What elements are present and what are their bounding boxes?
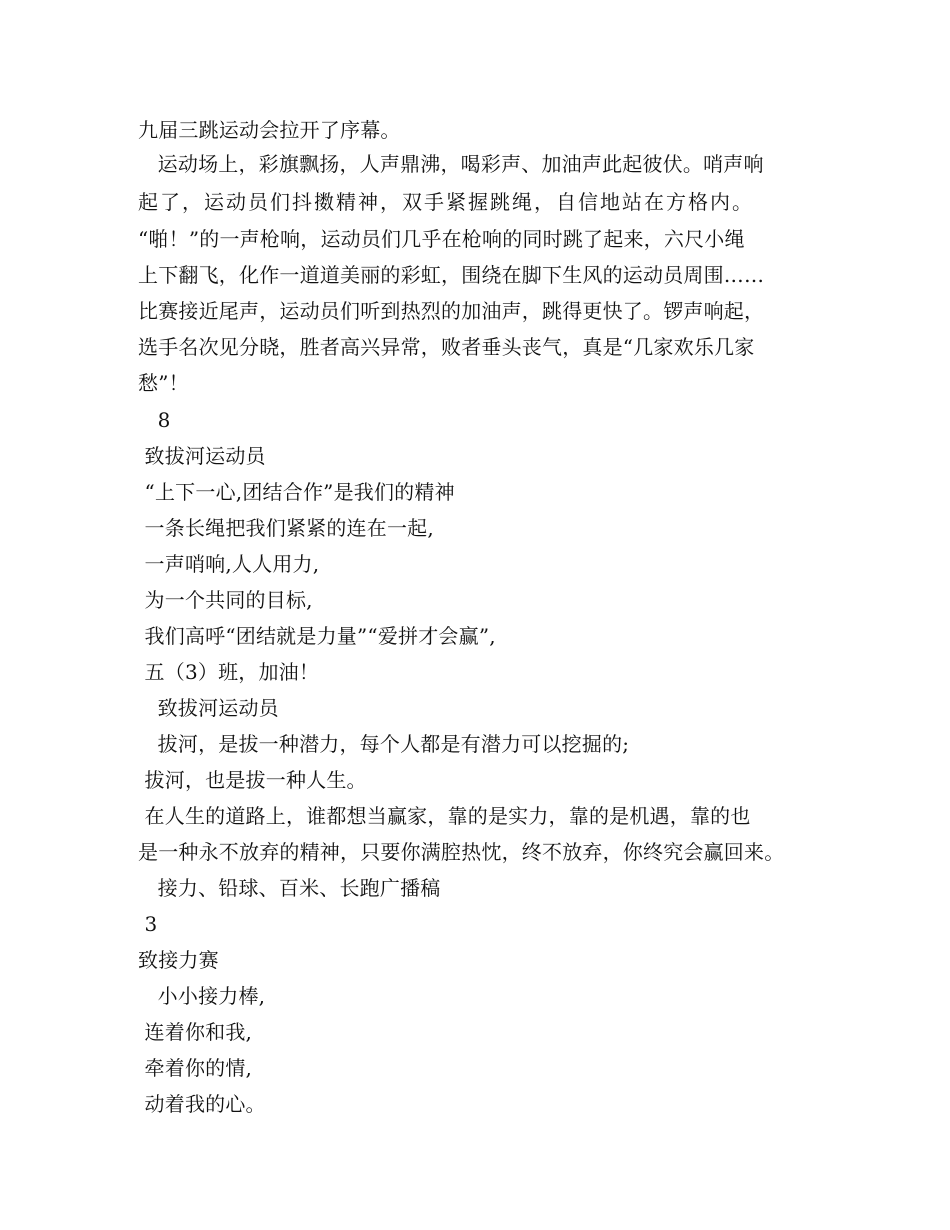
text-line: 起了，运动员们抖擞精神，双手紧握跳绳，自信地站在方格内。 xyxy=(138,190,754,214)
section-heading: 致拔河运动员 xyxy=(138,696,279,720)
text-line: 是一种永不放弃的精神，只要你满腔热忱，终不放弃，你终究会赢回来。 xyxy=(138,840,785,864)
text-line: 九届三跳运动会拉开了序幕。 xyxy=(138,118,401,142)
text-line: “啪！”的一声枪响，运动员们几乎在枪响的同时跳了起来，六尺小绳 xyxy=(138,227,745,251)
text-line: 牵着你的情, xyxy=(138,1056,253,1080)
section-heading: 致接力赛 xyxy=(138,948,219,972)
text-line: 连着你和我, xyxy=(138,1020,253,1044)
text-line: 拔河，是拔一种潜力，每个人都是有潜力可以挖掘的; xyxy=(138,732,630,756)
text-line: 选手名次见分晓，胜者高兴异常，败者垂头丧气，真是“几家欢乐几家 xyxy=(138,335,755,359)
text-line: 在人生的道路上，谁都想当赢家，靠的是实力，靠的是机遇，靠的也 xyxy=(138,804,751,828)
page-number: 3 xyxy=(138,912,158,936)
text-line: 我们高呼“团结就是力量”“爱拼才会赢”, xyxy=(138,624,496,648)
text-line: 为一个共同的目标, xyxy=(138,588,313,612)
text-line: 比赛接近尾声，运动员们听到热烈的加油声，跳得更快了。锣声响起， xyxy=(138,299,765,323)
text-line: 一声哨响,人人用力, xyxy=(138,552,320,576)
text-line: 运动场上，彩旗飘扬，人声鼎沸，喝彩声、加油声此起彼伏。哨声响 xyxy=(138,152,764,176)
text-line: 一条长绳把我们紧紧的连在一起, xyxy=(138,516,434,540)
text-line: 小小接力棒, xyxy=(138,984,266,1008)
text-line: 五（3）班，加油！ xyxy=(138,660,320,684)
section-heading: 接力、铅球、百米、长跑广播稿 xyxy=(138,876,441,900)
text-line: 动着我的心。 xyxy=(138,1092,266,1116)
text-line: 上下翻飞，化作一道道美丽的彩虹，围绕在脚下生风的运动员周围…… xyxy=(138,263,765,287)
section-heading: 致拔河运动员 xyxy=(138,444,266,468)
text-line: “上下一心,团结合作”是我们的精神 xyxy=(138,480,455,504)
text-line: 拔河，也是拔一种人生。 xyxy=(138,768,367,792)
text-line: 愁”！ xyxy=(138,371,189,395)
page-number: 8 xyxy=(138,408,171,432)
